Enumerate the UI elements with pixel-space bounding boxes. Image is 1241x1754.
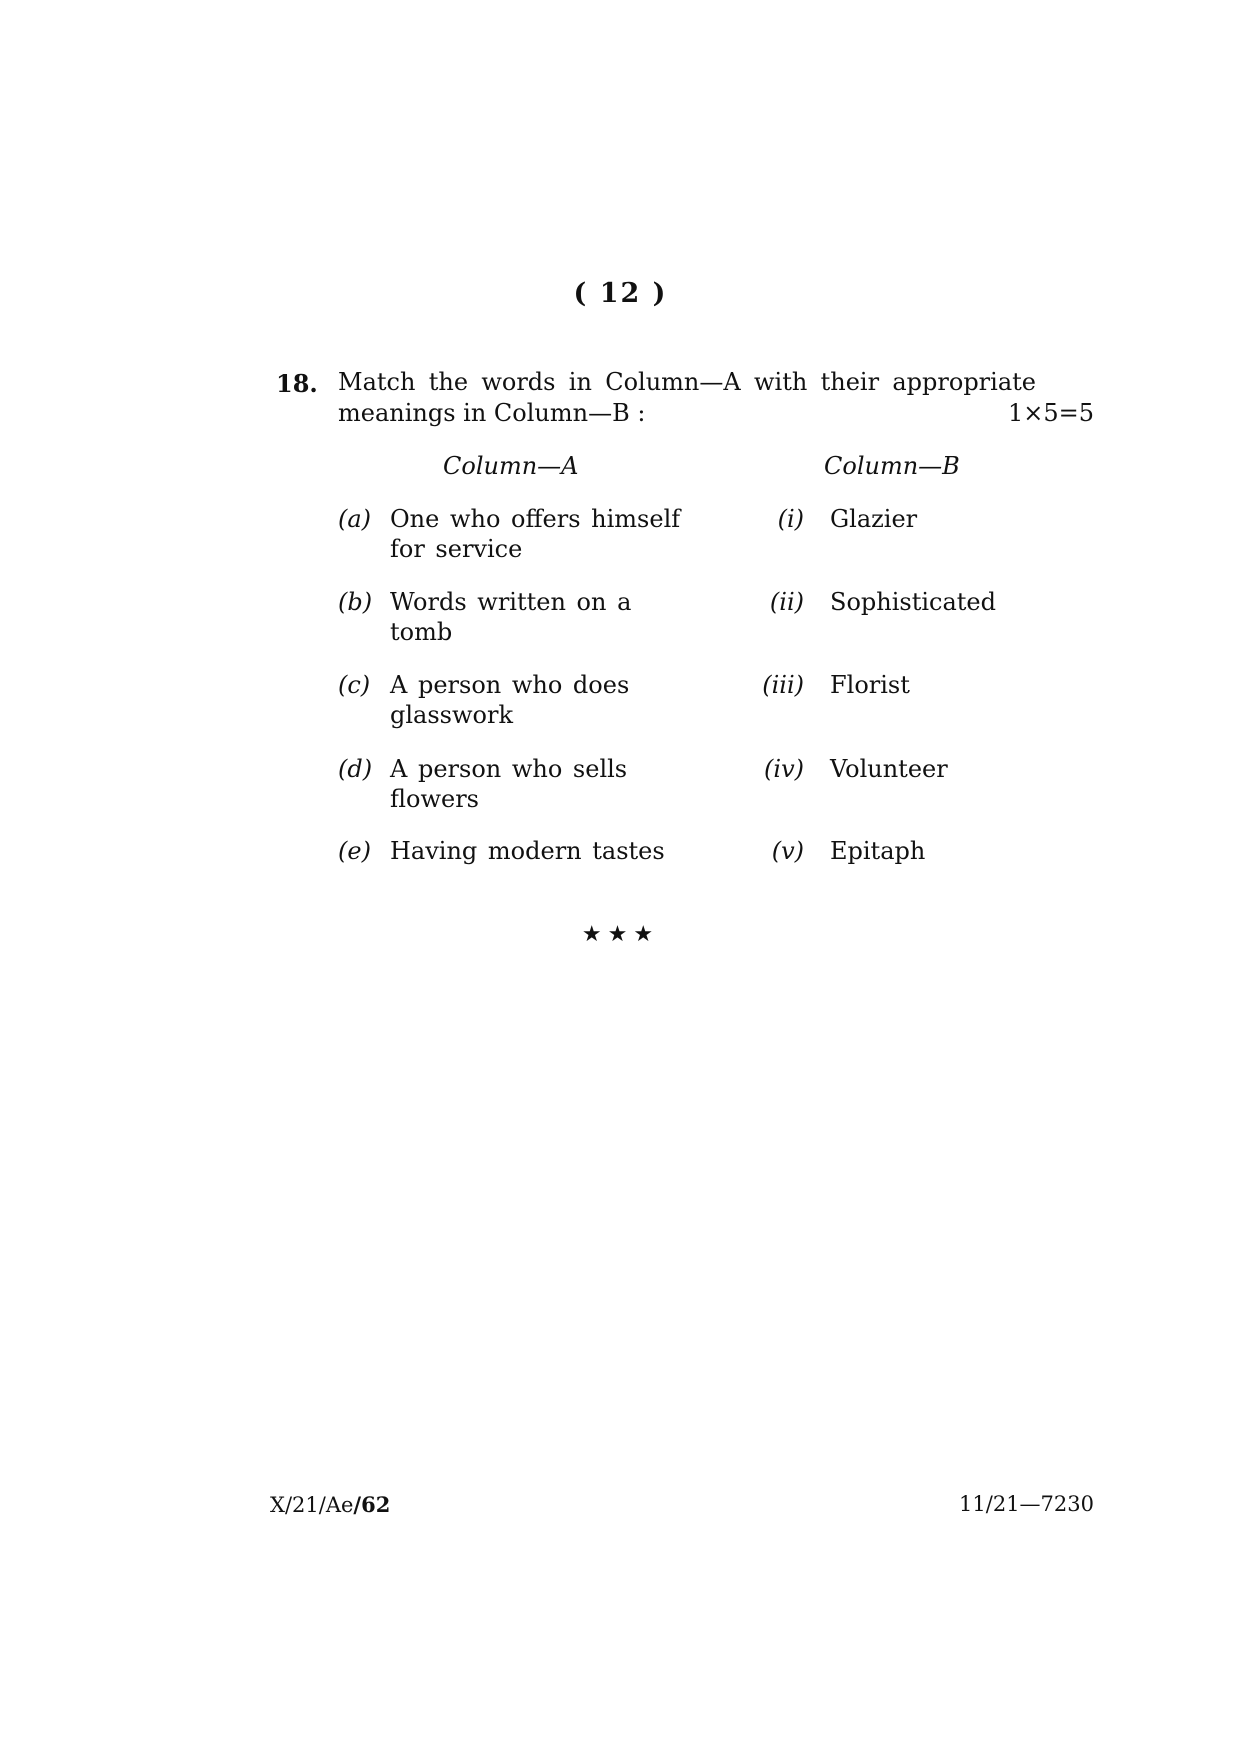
footer-code-suffix: /62 [353, 1492, 391, 1517]
column-a-label: (d) [338, 755, 373, 783]
column-a-text: A person who sells flowers [390, 755, 628, 813]
footer-paper-code [270, 1492, 390, 1517]
column-a-label: (a) [338, 505, 372, 533]
column-a-text: Having modern tastes [390, 837, 665, 865]
column-b-label: (i) [777, 505, 804, 533]
column-b-heading: Column—B [824, 452, 960, 480]
column-a-label: (e) [338, 837, 371, 865]
column-b-text: Glazier [830, 505, 918, 533]
column-b-text: Florist [830, 671, 910, 699]
column-a-heading: Column—A [443, 452, 579, 480]
column-a-label: (b) [338, 588, 373, 616]
column-a-text: Words written on a tomb [390, 588, 632, 646]
question-text-line1: Match the words in Column—A with their appropriate [338, 368, 1036, 396]
page-number: ( 12 ) [573, 278, 668, 309]
question-marks: 1×5=5 [1007, 399, 1094, 427]
column-b-label: (v) [771, 837, 804, 865]
footer-code-prefix: X/21/Ae [270, 1493, 354, 1517]
column-b-text: Epitaph [830, 837, 926, 865]
question-number: 18. [276, 369, 318, 398]
column-b-label: (iii) [762, 671, 804, 699]
column-a-label: (c) [338, 671, 371, 699]
column-b-label: (ii) [769, 588, 804, 616]
end-of-paper-stars: ★★★ [581, 922, 660, 947]
column-a-text: A person who does glasswork [390, 671, 630, 729]
footer-print-code: 11/21—7230 [959, 1492, 1094, 1516]
question-text-line2: meanings in Column—B : [338, 399, 646, 427]
column-b-text: Volunteer [830, 755, 948, 783]
column-b-label: (iv) [764, 755, 804, 783]
column-a-text: One who offers himself for service [390, 505, 681, 563]
column-b-text: Sophisticated [830, 588, 996, 616]
